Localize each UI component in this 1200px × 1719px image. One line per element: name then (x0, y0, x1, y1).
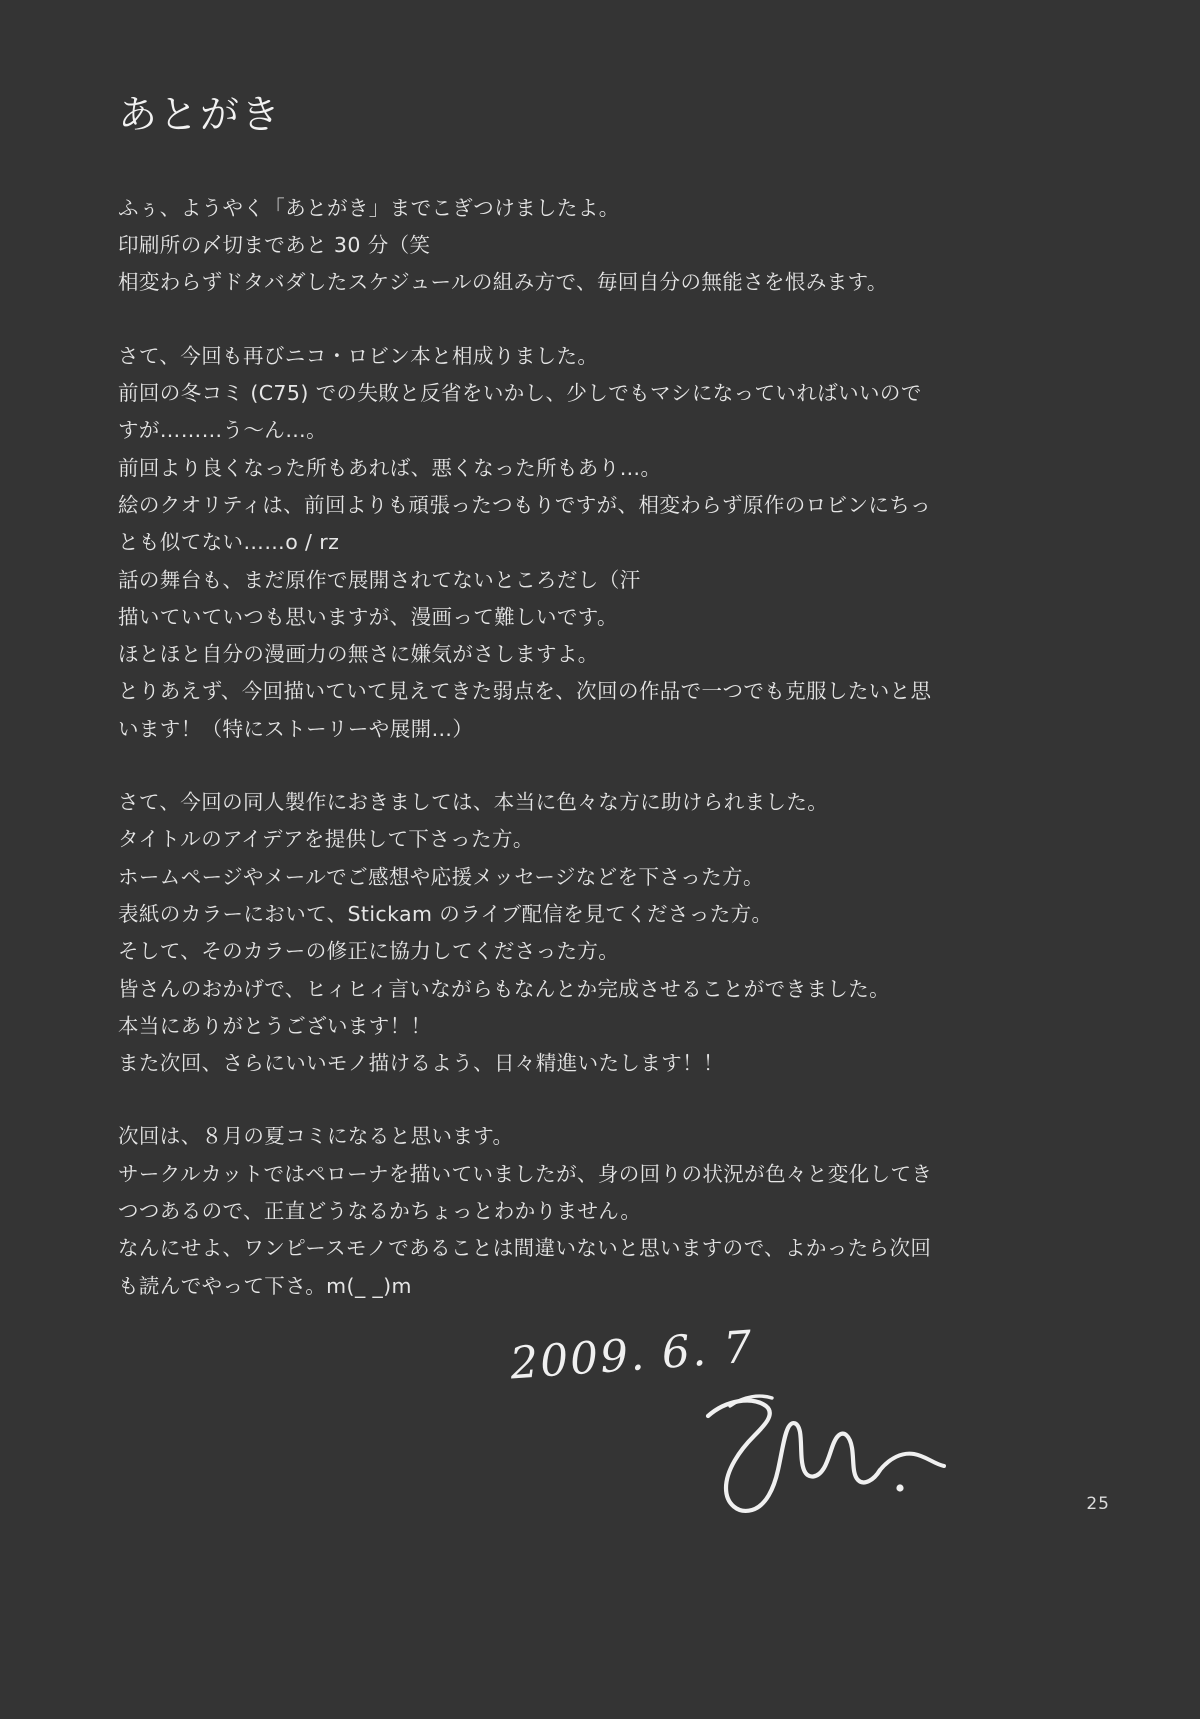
text-line: 絵のクオリティは、前回よりも頑張ったつもりですが、相変わらず原作のロビンにちっ (118, 492, 932, 517)
page-title: あとがき (118, 93, 283, 138)
text-line: 表紙のカラーにおいて、Stickam のライブ配信を見てくださった方。 (118, 901, 773, 926)
text-line: なんにせよ、ワンピースモノであることは間違いないと思いますので、よかったら次回 (118, 1236, 932, 1261)
paragraph-4 (118, 1118, 1068, 1304)
text-line: も読んでやって下さ。m(_ _)m (118, 1273, 412, 1298)
text-line: 相変わらずドタバダしたスケジュールの組み方で、毎回自分の無能さを恨みます。 (118, 270, 888, 295)
text-line: ホームページやメールでご感想や応援メッセージなどを下さった方。 (118, 864, 764, 889)
text-line: 話の舞台も、まだ原作で展開されてないところだし（汗 (118, 567, 641, 592)
text-line: とも似てない……o / rz (118, 530, 340, 555)
page-number: 25 (1086, 1494, 1110, 1514)
text-line: います！（特にストーリーや展開…） (118, 716, 474, 741)
text-line: さて、今回も再びニコ・ロビン本と相成りました。 (118, 343, 599, 368)
signature-name (700, 1392, 960, 1542)
text-line: ふぅ、ようやく「あとがき」までこぎつけましたよ。 (118, 195, 620, 220)
signature-date: 2009. 6. 7 (508, 1321, 756, 1390)
text-line: 前回より良くなった所もあれば、悪くなった所もあり…。 (118, 455, 662, 480)
text-line: 本当にありがとうございます！！ (118, 1013, 432, 1038)
text-line: ほとほと自分の漫画力の無さに嫌気がさしますよ。 (118, 642, 599, 667)
paragraph-3 (118, 784, 1068, 1082)
text-line: また次回、さらにいいモノ描けるよう、日々精進いたします！！ (118, 1051, 724, 1076)
text-line: 皆さんのおかげで、ヒィヒィ言いながらもなんとか完成させることができました。 (118, 976, 891, 1001)
text-line: とりあえず、今回描いていて見えてきた弱点を、次回の作品で一つでも克服したいと思 (118, 679, 932, 704)
text-line: 描いていていつも思いますが、漫画って難しいです。 (118, 604, 618, 629)
afterword-content (118, 95, 1068, 1305)
paragraph-2 (118, 338, 1068, 748)
text-line: 次回は、８月の夏コミになると思います。 (118, 1124, 514, 1149)
text-line: 印刷所の〆切まであと 30 分（笑 (118, 233, 431, 258)
text-line: すが………う～ん…。 (118, 418, 327, 443)
text-line: つつあるので、正直どうなるかちょっとわかりません。 (118, 1199, 642, 1224)
text-line: 前回の冬コミ (C75) での失敗と反省をいかし、少しでもマシになっていればいいので (118, 381, 922, 406)
text-line: タイトルのアイデアを提供して下さった方。 (118, 827, 534, 852)
signature-block (500, 1321, 960, 1590)
text-line: さて、今回の同人製作におきましては、本当に色々な方に助けられました。 (118, 790, 829, 815)
paragraph-1 (118, 190, 1068, 302)
text-line: そして、そのカラーの修正に協力してくださった方。 (118, 939, 620, 964)
text-line: サークルカットではペローナを描いていましたが、身の回りの状況が色々と変化してき (118, 1161, 933, 1186)
